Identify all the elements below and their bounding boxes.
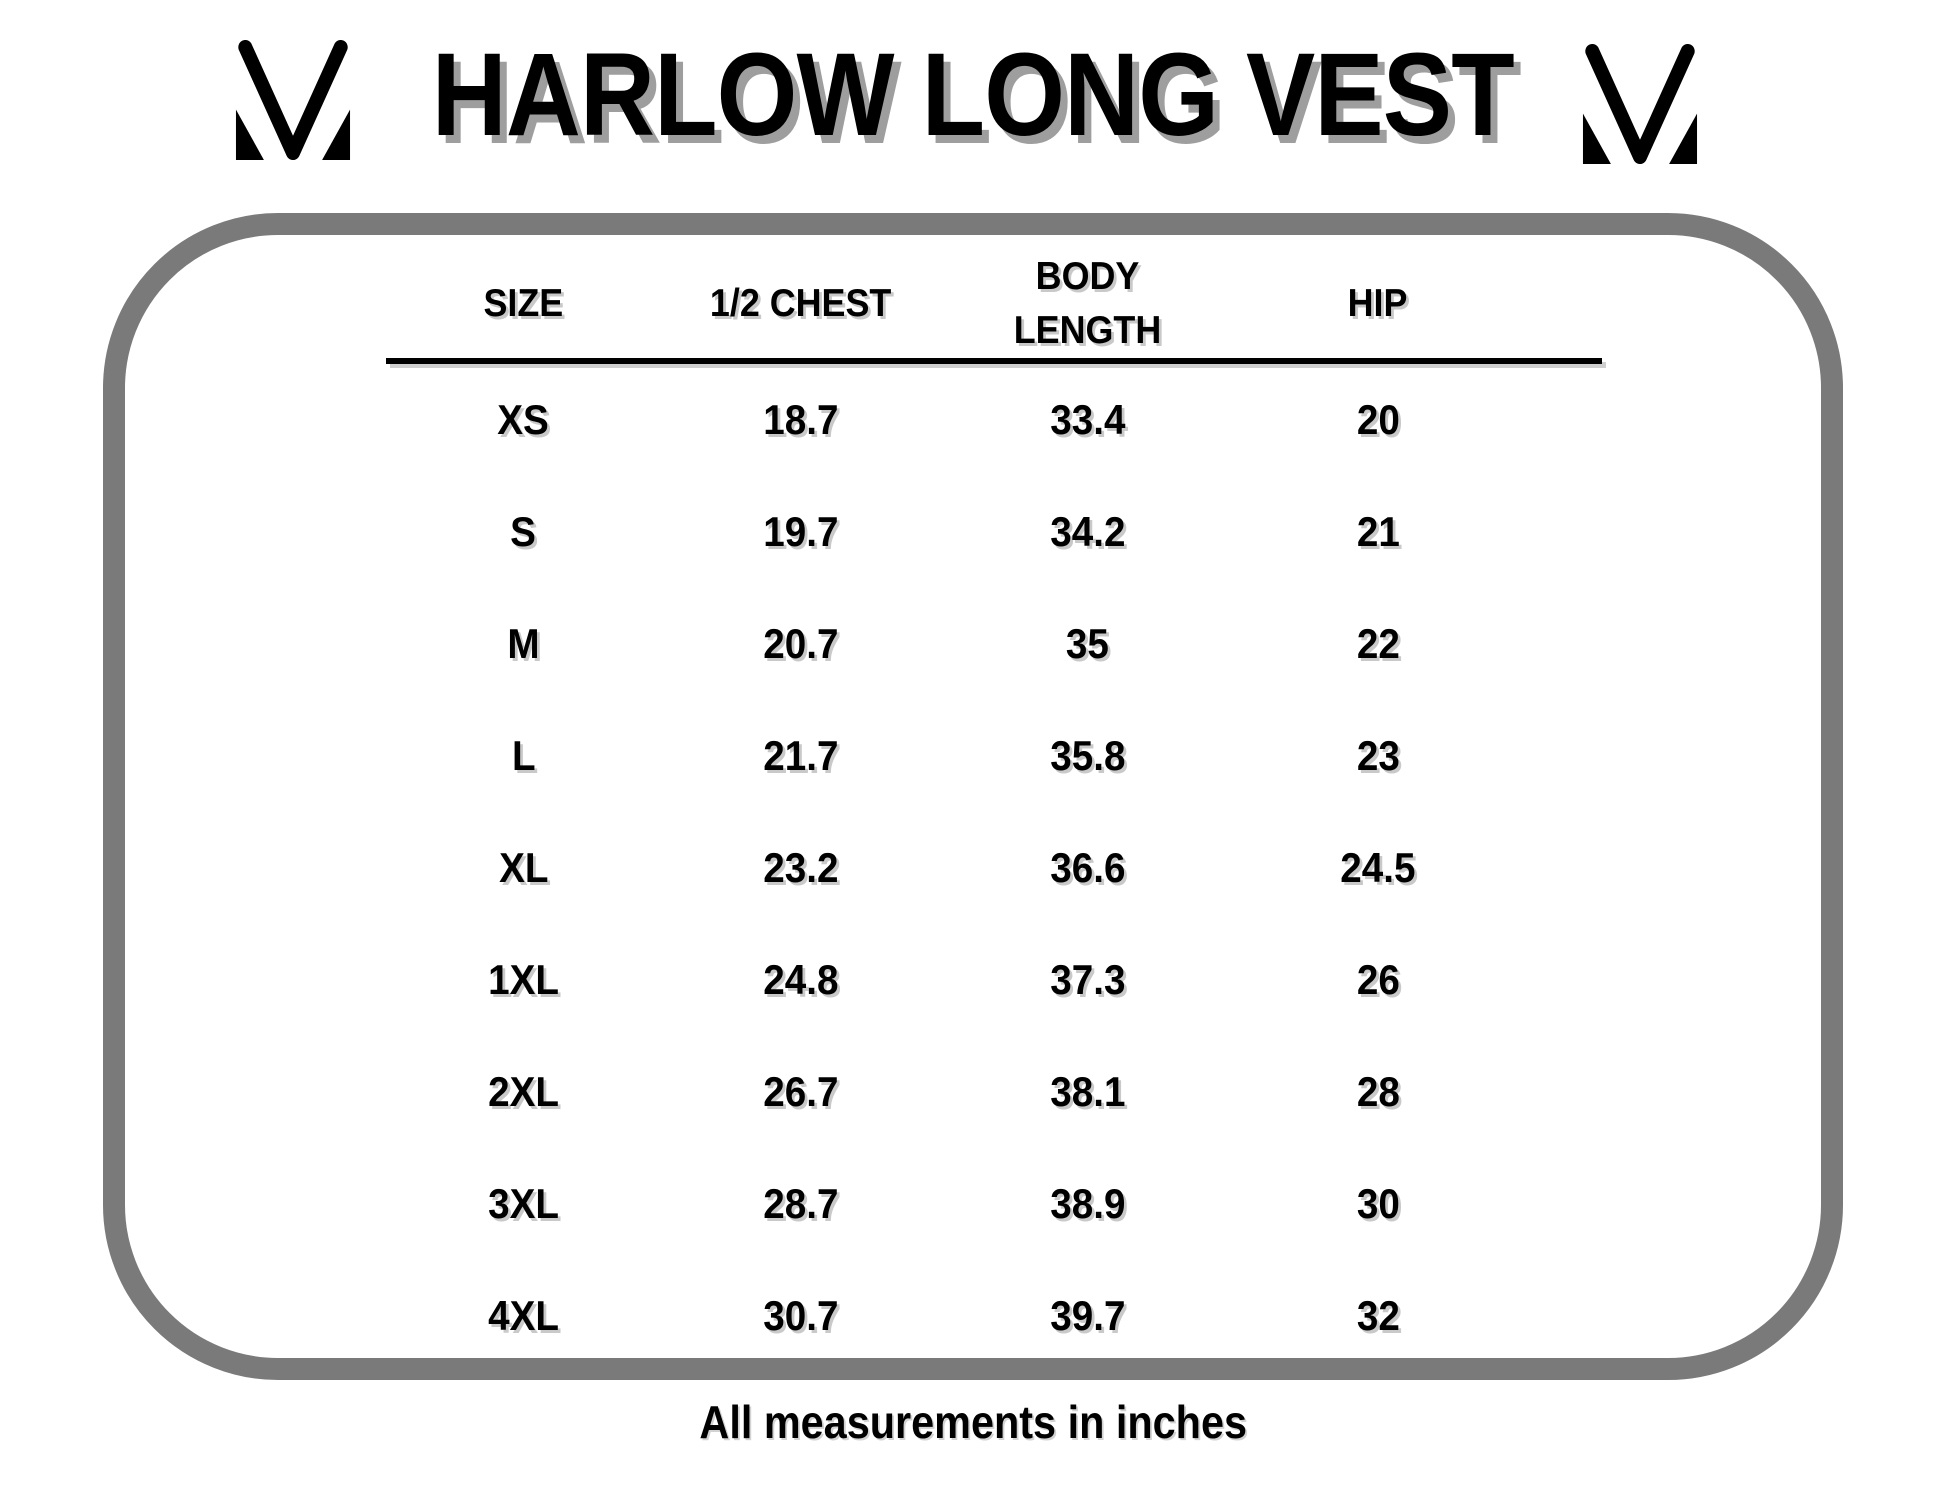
half-chest-cell: 19.7 [763,508,839,555]
table-row-m [386,588,1602,700]
body-length-cell: 34.2 [1049,508,1126,555]
half-chest-cell: 18.7 [763,396,839,443]
table-row-s [386,476,1602,588]
size-table [386,250,1602,1372]
size-cell: L [511,732,536,779]
measurement-note-text: All measurements in inches [699,1396,1247,1448]
size-cell: 1XL [488,956,559,1003]
hip-cell: 24.5 [1340,844,1416,891]
half-chest-cell: 26.7 [763,1068,839,1115]
size-cell: 3XL [488,1180,559,1227]
size-cell: 2XL [488,1068,559,1115]
column-header-hip: HIP [1348,282,1408,326]
size-cell: XS [497,396,550,443]
body-length-cell: 37.3 [1049,956,1126,1003]
page-title-text: HARLOW LONG VEST [432,29,1514,161]
hip-cell: 30 [1356,1180,1400,1227]
half-chest-cell: 21.7 [763,732,839,779]
size-cell: 4XL [488,1292,559,1339]
table-row-3xl [386,1148,1602,1260]
body-length-cell: 33.4 [1049,396,1126,443]
measurement-note [0,1396,1946,1449]
half-chest-cell: 28.7 [763,1180,839,1227]
column-header-half-chest: 1/2 CHEST [710,282,892,326]
table-row-l [386,700,1602,812]
body-length-cell: 35 [1066,620,1109,667]
m-brand-icon-right [1576,44,1704,164]
table-row-xs [386,364,1602,476]
half-chest-cell: 23.2 [763,844,839,891]
size-cell: M [507,620,540,667]
hip-cell: 28 [1356,1068,1400,1115]
hip-cell: 20 [1356,396,1400,443]
column-header-size: SIZE [483,282,564,326]
column-header-body-length: BODY LENGTH [1013,255,1162,352]
table-row-4xl [386,1260,1602,1372]
body-length-cell: 35.8 [1049,732,1126,779]
table-row-xl [386,812,1602,924]
size-cell: S [510,508,537,555]
half-chest-cell: 24.8 [763,956,839,1003]
table-header-row [386,250,1602,358]
size-cell: XL [498,844,549,891]
body-length-cell: 38.1 [1049,1068,1126,1115]
hip-cell: 32 [1356,1292,1400,1339]
half-chest-cell: 20.7 [763,620,839,667]
half-chest-cell: 30.7 [763,1292,839,1339]
body-length-cell: 38.9 [1049,1180,1126,1227]
table-row-2xl [386,1036,1602,1148]
body-length-cell: 39.7 [1049,1292,1126,1339]
hip-cell: 26 [1356,956,1400,1003]
hip-cell: 22 [1356,620,1400,667]
hip-cell: 21 [1356,508,1400,555]
hip-cell: 23 [1356,732,1400,779]
body-length-cell: 36.6 [1049,844,1126,891]
table-row-1xl [386,924,1602,1036]
